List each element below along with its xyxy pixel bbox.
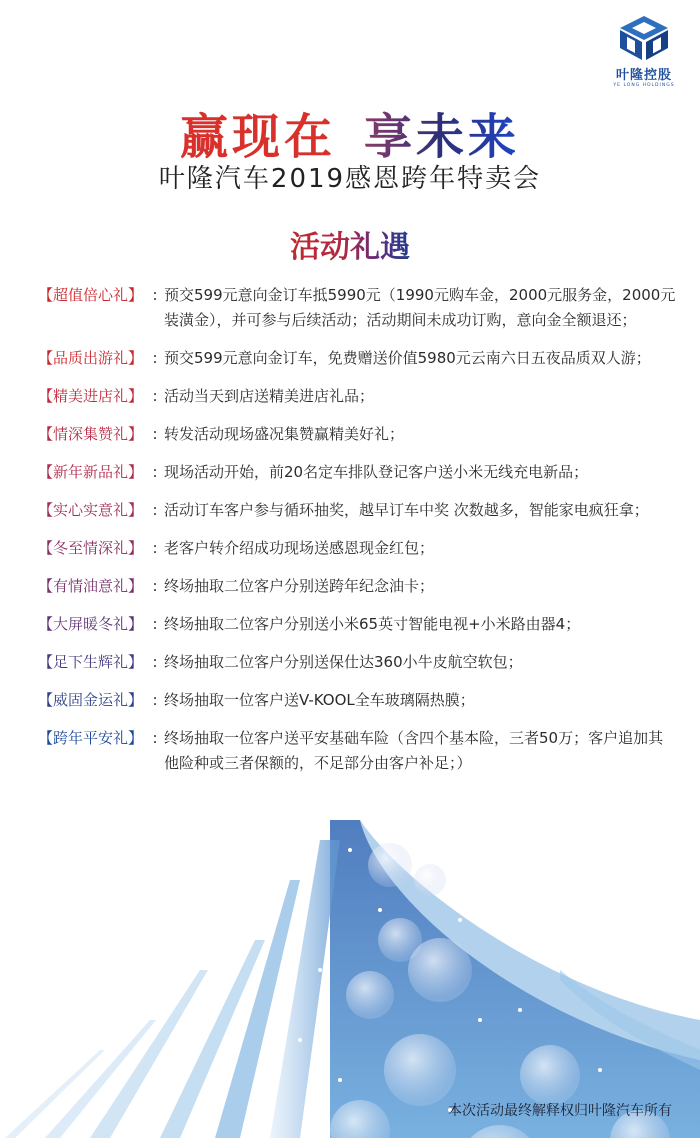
list-item: 【精美进店礼】 : 活动当天到店送精美进店礼品； bbox=[38, 384, 678, 409]
list-item: 【足下生辉礼】 : 终场抽取二位客户分别送保仕达360小牛皮航空软包； bbox=[38, 650, 678, 675]
gift-list bbox=[38, 283, 678, 789]
list-item: 【冬至情深礼】 : 老客户转介绍成功现场送感恩现金红包； bbox=[38, 536, 678, 561]
list-item: 【品质出游礼】 : 预交599元意向金订车，免费赠送价值5980元云南六日五夜品质双人游； bbox=[38, 346, 678, 371]
item-desc: 预交599元意向金订车，免费赠送价值5980元云南六日五夜品质双人游； bbox=[164, 349, 651, 367]
item-desc: 终场抽取二位客户分别送保仕达360小牛皮航空软包； bbox=[164, 653, 523, 671]
item-label: 【新年新品礼】 bbox=[38, 463, 144, 481]
item-desc: 活动当天到店送精美进店礼品； bbox=[164, 387, 375, 405]
item-desc: 活动订车客户参与循环抽奖，越早订车中奖 次数越多，智能家电疯狂拿； bbox=[164, 501, 649, 519]
item-label: 【跨年平安礼】 bbox=[38, 729, 144, 747]
item-label: 【品质出游礼】 bbox=[38, 349, 144, 367]
item-desc: 终场抽取一位客户送平安基础车险（含四个基本险，三者50万；客户追加其他险种或三者保额的，不足部分由客户补足；） bbox=[164, 729, 664, 772]
logo-name-cn: 叶隆控股 bbox=[615, 68, 672, 83]
item-desc: 终场抽取二位客户分别送小米65英寸智能电视+小米路由器4； bbox=[164, 615, 581, 633]
cube-logo-icon bbox=[618, 14, 670, 62]
item-desc: 终场抽取一位客户送V-KOOL全车玻璃隔热膜； bbox=[164, 691, 475, 709]
company-logo bbox=[606, 14, 682, 88]
item-label: 【情深集赞礼】 bbox=[38, 425, 144, 443]
item-label: 【实心实意礼】 bbox=[38, 501, 144, 519]
section-title bbox=[0, 222, 700, 266]
list-item: 【大屏暖冬礼】 : 终场抽取二位客户分别送小米65英寸智能电视+小米路由器4； bbox=[38, 612, 678, 637]
slogan-part-2: 享未来 bbox=[364, 109, 521, 165]
item-desc: 现场活动开始，前20名定车排队登记客户送小米无线充电新品； bbox=[164, 463, 589, 481]
list-item: 【超值倍心礼】 : 预交599元意向金订车抵5990元（1990元购车金，2000元服务金，2000元装潢金），并可参与后续活动；活动期间未成功订购，意向金全额退还； bbox=[38, 283, 678, 333]
item-label: 【超值倍心礼】 bbox=[38, 286, 144, 304]
list-item: 【跨年平安礼】 : 终场抽取一位客户送平安基础车险（含四个基本险，三者50万；客户追加其他险种或三者保额的，不足部分由客户补足；） bbox=[38, 726, 678, 776]
list-item: 【新年新品礼】 : 现场活动开始，前20名定车排队登记客户送小米无线充电新品； bbox=[38, 460, 678, 485]
item-desc: 预交599元意向金订车抵5990元（1990元购车金，2000元服务金，2000元装潢金），并可参与后续活动；活动期间未成功订购，意向金全额退还； bbox=[164, 286, 676, 329]
item-desc: 转发活动现场盛况集赞赢精美好礼； bbox=[164, 425, 405, 443]
item-label: 【冬至情深礼】 bbox=[38, 539, 144, 557]
list-item: 【情深集赞礼】 : 转发活动现场盛况集赞赢精美好礼； bbox=[38, 422, 678, 447]
item-desc: 终场抽取二位客户分别送跨年纪念油卡； bbox=[164, 577, 435, 595]
slogan-part-1: 赢现在 bbox=[179, 109, 336, 165]
logo-name-en: YE LONG HOLDINGS bbox=[613, 83, 675, 88]
event-subtitle: 叶隆汽车2019感恩跨年特卖会 bbox=[158, 164, 542, 194]
list-item: 【威固金运礼】 : 终场抽取一位客户送V-KOOL全车玻璃隔热膜； bbox=[38, 688, 678, 713]
item-label: 【大屏暖冬礼】 bbox=[38, 615, 144, 633]
blue-light-stream-background bbox=[0, 820, 700, 1138]
item-label: 【威固金运礼】 bbox=[38, 691, 144, 709]
item-label: 【有情油意礼】 bbox=[38, 577, 144, 595]
slogan bbox=[0, 98, 700, 167]
section-title-text: 活动礼遇 bbox=[290, 230, 410, 265]
item-label: 【足下生辉礼】 bbox=[38, 653, 144, 671]
item-label: 【精美进店礼】 bbox=[38, 387, 144, 405]
list-item: 【有情油意礼】 : 终场抽取二位客户分别送跨年纪念油卡； bbox=[38, 574, 678, 599]
disclaimer-footer: 本次活动最终解释权归叶隆汽车所有 bbox=[448, 1103, 672, 1119]
list-item: 【实心实意礼】 : 活动订车客户参与循环抽奖，越早订车中奖 次数越多，智能家电疯狂拿； bbox=[38, 498, 678, 523]
item-desc: 老客户转介绍成功现场送感恩现金红包； bbox=[164, 539, 435, 557]
